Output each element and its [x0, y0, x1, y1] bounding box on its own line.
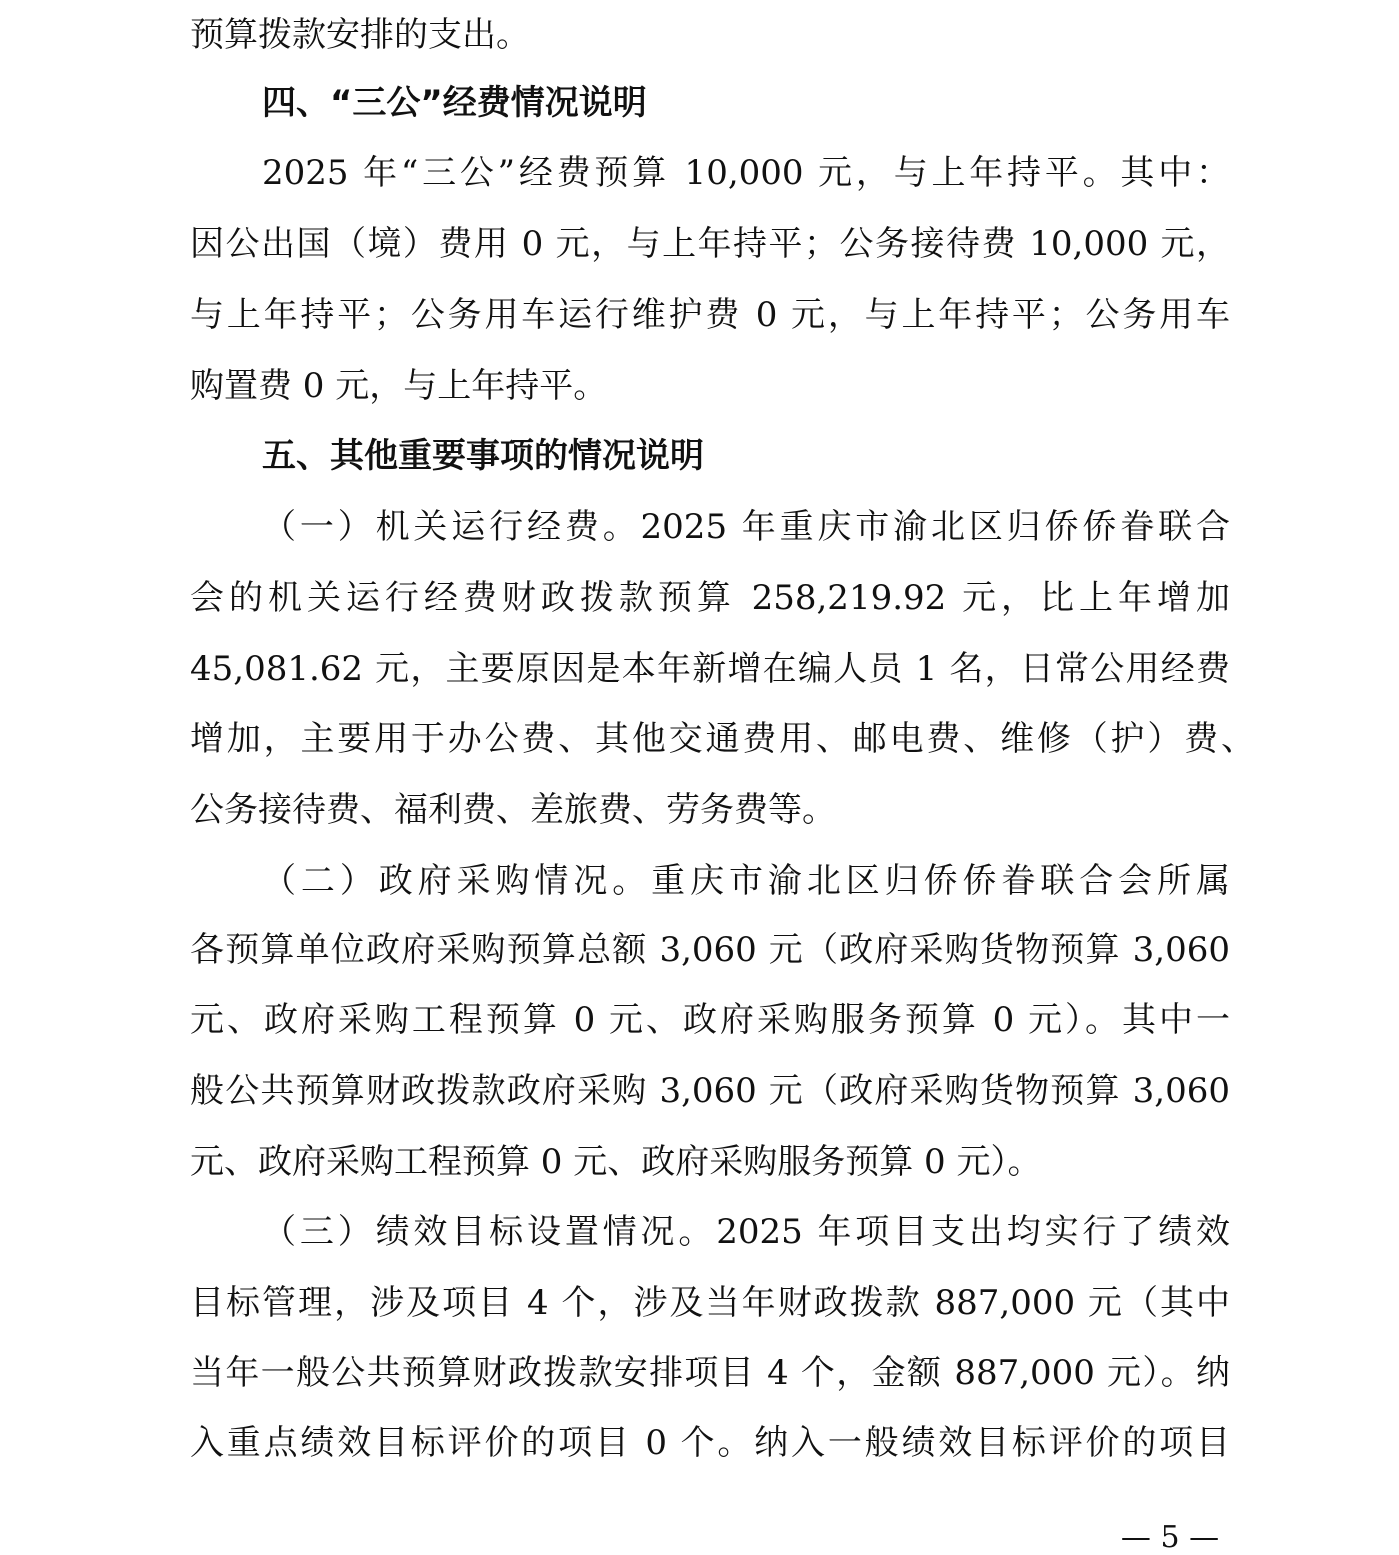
text-line-15: 元、政府采购工程预算 0 元、政府采购服务预算 0 元）。其中一: [190, 1000, 1230, 1040]
text-line-1: 预算拨款安排的支出。: [190, 15, 530, 55]
text-line-21: 入重点绩效目标评价的项目 0 个。纳入一般绩效目标评价的项目: [190, 1423, 1230, 1463]
text-line-16: 般公共预算财政拨款政府采购 3,060 元（政府采购货物预算 3,060: [190, 1071, 1230, 1111]
text-line-5: 与上年持平；公务用车运行维护费 0 元，与上年持平；公务用车: [190, 295, 1230, 335]
text-line-6: 购置费 0 元，与上年持平。: [190, 366, 608, 406]
text-line-11: 增加，主要用于办公费、其他交通费用、邮电费、维修（护）费、: [190, 719, 1255, 759]
text-line-12: 公务接待费、福利费、差旅费、劳务费等。: [190, 790, 836, 830]
text-line-14: 各预算单位政府采购预算总额 3,060 元（政府采购货物预算 3,060: [190, 930, 1230, 970]
text-line-9: 会的机关运行经费财政拨款预算 258,219.92 元，比上年增加: [190, 578, 1230, 618]
text-line-17: 元、政府采购工程预算 0 元、政府采购服务预算 0 元）。: [190, 1142, 1042, 1182]
text-line-19: 目标管理，涉及项目 4 个，涉及当年财政拨款 887,000 元（其中: [190, 1283, 1230, 1323]
text-line-13: （二）政府采购情况。重庆市渝北区归侨侨眷联合会所属: [262, 861, 1230, 901]
text-line-10: 45,081.62 元，主要原因是本年新增在编人员 1 名，日常公用经费: [190, 649, 1230, 689]
section-heading-5: 五、其他重要事项的情况说明: [262, 436, 704, 476]
text-line-20: 当年一般公共预算财政拨款安排项目 4 个，金额 887,000 元）。纳: [190, 1353, 1230, 1393]
text-line-8: （一）机关运行经费。2025 年重庆市渝北区归侨侨眷联合: [262, 507, 1230, 547]
text-line-3: 2025 年“三公”经费预算 10,000 元，与上年持平。其中：: [262, 153, 1230, 193]
page-number: — 5 —: [1120, 1520, 1220, 1555]
section-heading-4: 四、“三公”经费情况说明: [262, 83, 647, 123]
text-line-18: （三）绩效目标设置情况。2025 年项目支出均实行了绩效: [262, 1212, 1230, 1252]
text-line-4: 因公出国（境）费用 0 元，与上年持平；公务接待费 10,000 元，: [190, 224, 1230, 264]
